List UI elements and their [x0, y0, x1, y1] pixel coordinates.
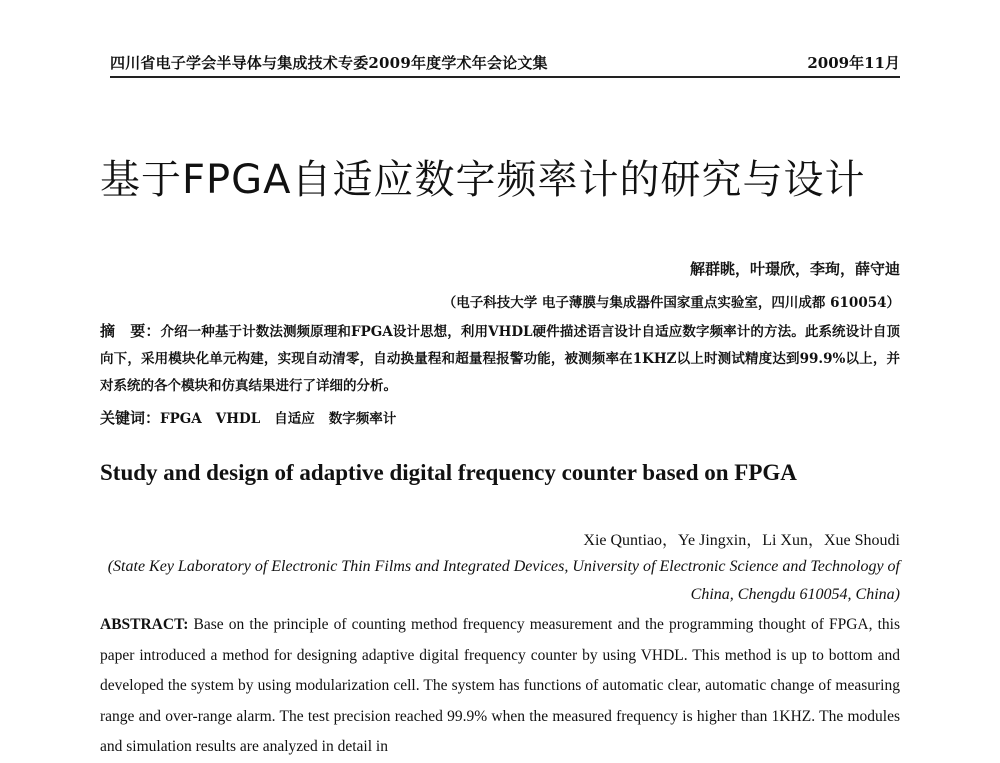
- english-abstract-text: Base on the principle of counting method frequency measurement and the programming thought of FPGA, this paper introduced a method for designing adaptive digital frequency counter by using VHDL. This method is up to bottom and developed the system by using modularization cell. The system has functions of automatic clear, automatic change of measuring range and over-range alarm. The test precision reached 99.9% when the measured frequency is higher than 1KHZ. The modules and simulation results are analyzed in detail in: [100, 616, 901, 755]
- chinese-abstract: [100, 318, 900, 400]
- chinese-authors: 解群眺，叶璟欣，李珣，薛守迪: [689, 260, 900, 278]
- running-header: [110, 46, 900, 78]
- chinese-affiliation: （电子科技大学 电子薄膜与集成器件国家重点实验室，四川成都 610054）: [442, 295, 900, 311]
- keyword-item: FPGA: [160, 411, 202, 427]
- keyword-item: 数字频率计: [328, 411, 397, 427]
- keyword-item: 自适应: [274, 411, 315, 427]
- journal-name: 四川省电子学会半导体与集成技术专委2009年度学术年会论文集: [110, 54, 548, 72]
- english-abstract-label: ABSTRACT:: [100, 616, 189, 633]
- chinese-abstract-label: 摘 要：: [100, 322, 161, 340]
- chinese-title: 基于FPGA自适应数字频率计的研究与设计: [100, 157, 866, 203]
- english-affiliation: (State Key Laboratory of Electronic Thin Films and Integrated Devices, University of Electronic Science and Technology of China, Chengdu 610054, China): [107, 558, 900, 603]
- keywords-label: 关键词：: [100, 409, 161, 427]
- publication-date: 2009年11月: [807, 54, 900, 72]
- english-authors: Xie Quntiao，Ye Jingxin，Li Xun，Xue Shoudi: [583, 532, 900, 549]
- english-abstract: [100, 610, 900, 763]
- keyword-item: VHDL: [215, 411, 261, 427]
- chinese-keywords: [100, 407, 410, 428]
- english-title: Study and design of adaptive digital frequency counter based on FPGA: [100, 460, 797, 485]
- chinese-abstract-text: 介绍一种基于计数法测频原理和FPGA设计思想，利用VHDL硬件描述语言设计自适应数字频率计的方法。此系统设计自顶向下，采用模块化单元构建，实现自动清零，自动换量程和超量程报警功能，被测频率在1KHZ以上时测试精度达到99.9%以上，并对系统的各个模块和仿真结果进行了详细的分析。: [100, 324, 900, 394]
